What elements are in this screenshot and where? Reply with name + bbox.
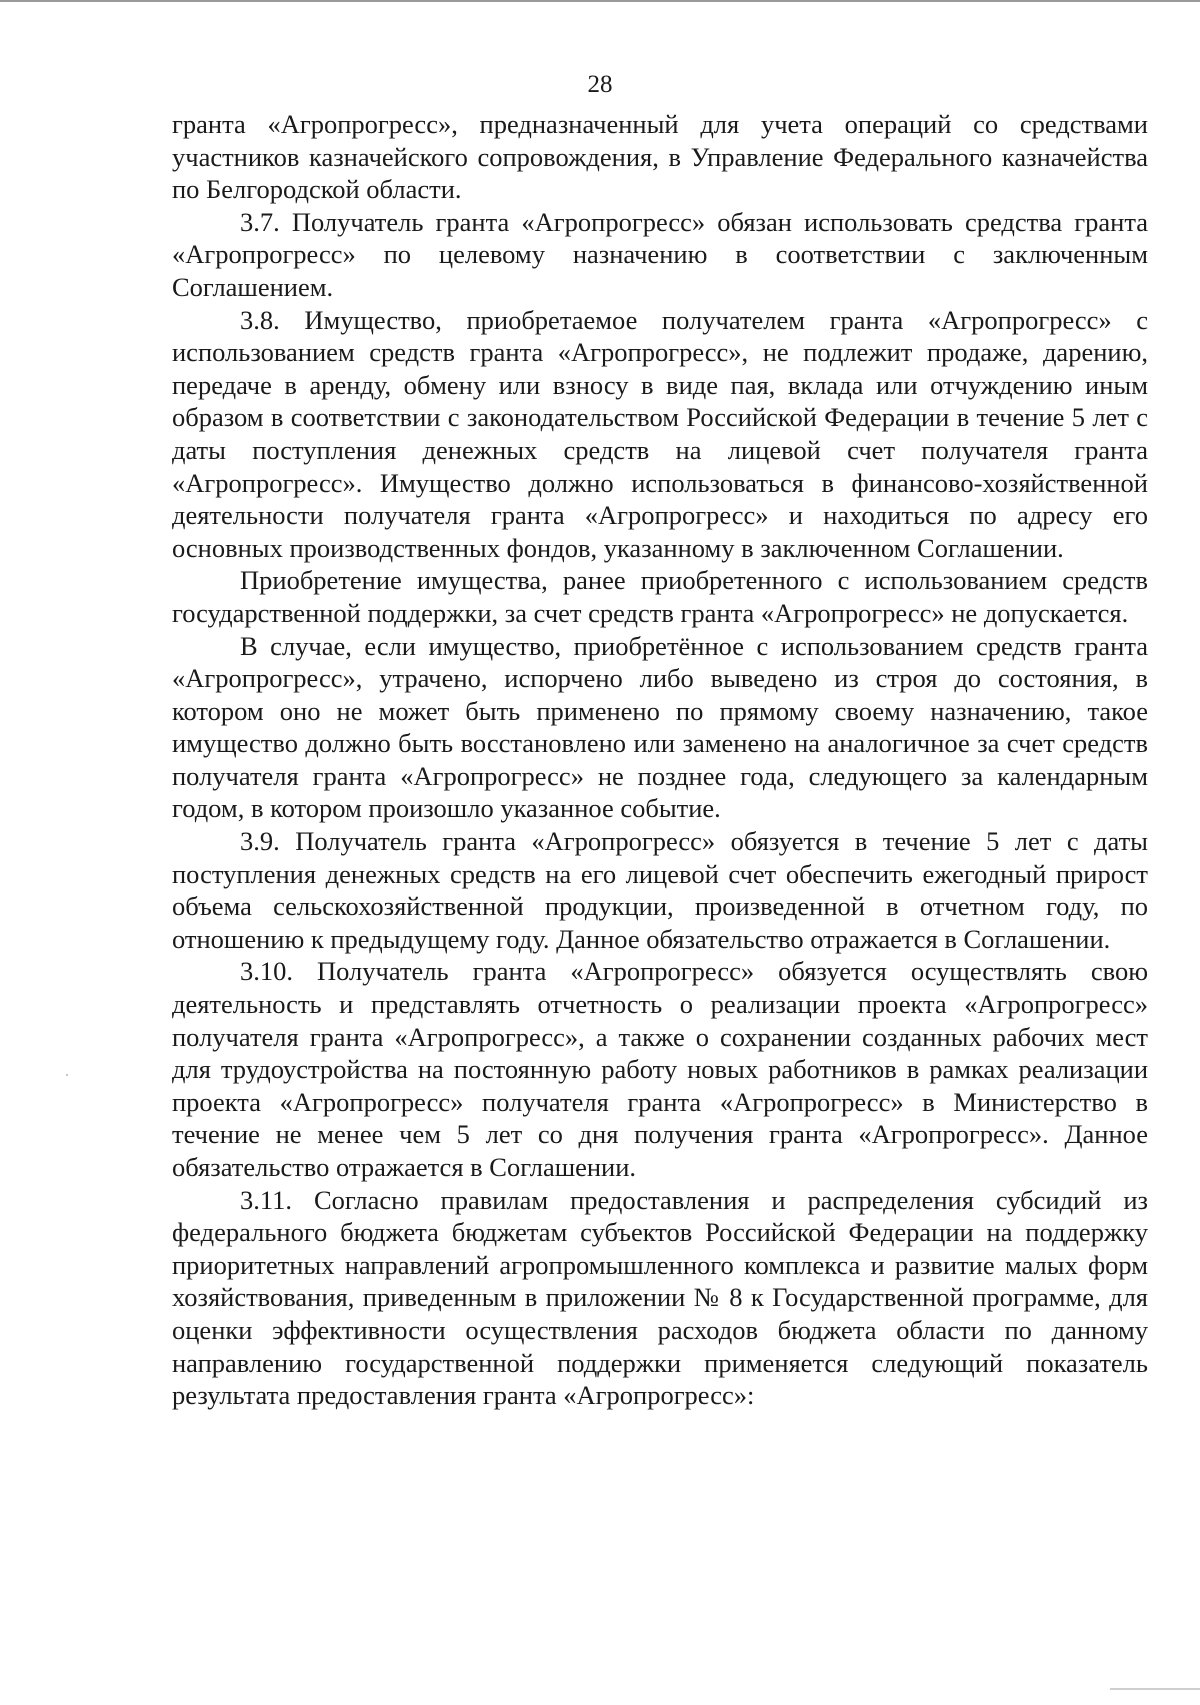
scan-edge-bottom bbox=[1110, 1688, 1200, 1690]
page-number: 28 bbox=[587, 71, 613, 98]
paragraph-continuation: гранта «Агропрогресс», предназначенный для учета операций со средствами участников казначейского сопровождения, в Управление Федерального казначейства по Белгородской области. bbox=[172, 109, 1148, 205]
paragraph-3-10: 3.10. Получатель гранта «Агропрогресс» обязуется осуществлять свою деятельность и представлять отчетность о реализации проекта «Агропрогресс» получателя гранта «Агропрогресс», а также о сохранении созданных рабочих мест для трудоустройства на постоянную работу новых работников в рамках реализации проекта «Агропрогресс» получателя гранта «Агропрогресс» в Министерство в течение не менее чем 5 лет со дня получения гранта «Агропрогресс». Данное обязательство отражается в Соглашении. bbox=[172, 956, 1148, 1182]
scan-edge-top bbox=[0, 0, 1200, 2]
paragraph-3-8: 3.8. Имущество, приобретаемое получателем гранта «Агропрогресс» с использованием средств гранта «Агропрогресс», не подлежит продаже, дарению, передаче в аренду, обмену или взносу в виде пая, вклада или отчуждению иным образом в соответствии с законодательством Российской Федерации в течение 5 лет с даты поступления денежных средств на лицевой счет получателя гранта «Агропрогресс». Имущество должно использоваться в финансово-хозяйственной деятельности получателя гранта «Агропрогресс» и находиться по адресу его основных производственных фондов, указанному в заключенном Соглашении. bbox=[172, 304, 1148, 563]
document-body bbox=[172, 108, 1148, 1412]
paragraph-property-loss: В случае, если имущество, приобретённое с использованием средств гранта «Агропрогресс», утрачено, испорчено либо выведено из строя до состояния, в котором оно не может быть применено по прямому своему назначению, такое имущество должно быть восстановлено или заменено на аналогичное за счет средств получателя гранта «Агропрогресс» не позднее года, следующего за календарным годом, в котором произошло указанное событие. bbox=[172, 630, 1148, 824]
paragraph-acquisition-restriction: Приобретение имущества, ранее приобретенного с использованием средств государственной поддержки, за счет средств гранта «Агропрогресс» не допускается. bbox=[172, 565, 1148, 628]
paragraph-3-11: 3.11. Согласно правилам предоставления и распределения субсидий из федерального бюджета бюджетам субъектов Российской Федерации на поддержку приоритетных направлений агропромышленного комплекса и развитие малых форм хозяйствования, приведенным в приложении № 8 к Государственной программе, для оценки эффективности осуществления расходов бюджета области по данному направлению государственной поддержки применяется следующий показатель результата предоставления гранта «Агропрогресс»: bbox=[172, 1184, 1148, 1411]
paragraph-3-9: 3.9. Получатель гранта «Агропрогресс» обязуется в течение 5 лет с даты поступления денежных средств на его лицевой счет обеспечить ежегодный прирост объема сельскохозяйственной продукции, произведенной в отчетном году, по отношению к предыдущему году. Данное обязательство отражается в Соглашении. bbox=[172, 826, 1148, 954]
scan-speck bbox=[66, 1074, 68, 1076]
paragraph-3-7: 3.7. Получатель гранта «Агропрогресс» обязан использовать средства гранта «Агропрогресс» по целевому назначению в соответствии с заключенным Соглашением. bbox=[172, 206, 1148, 302]
